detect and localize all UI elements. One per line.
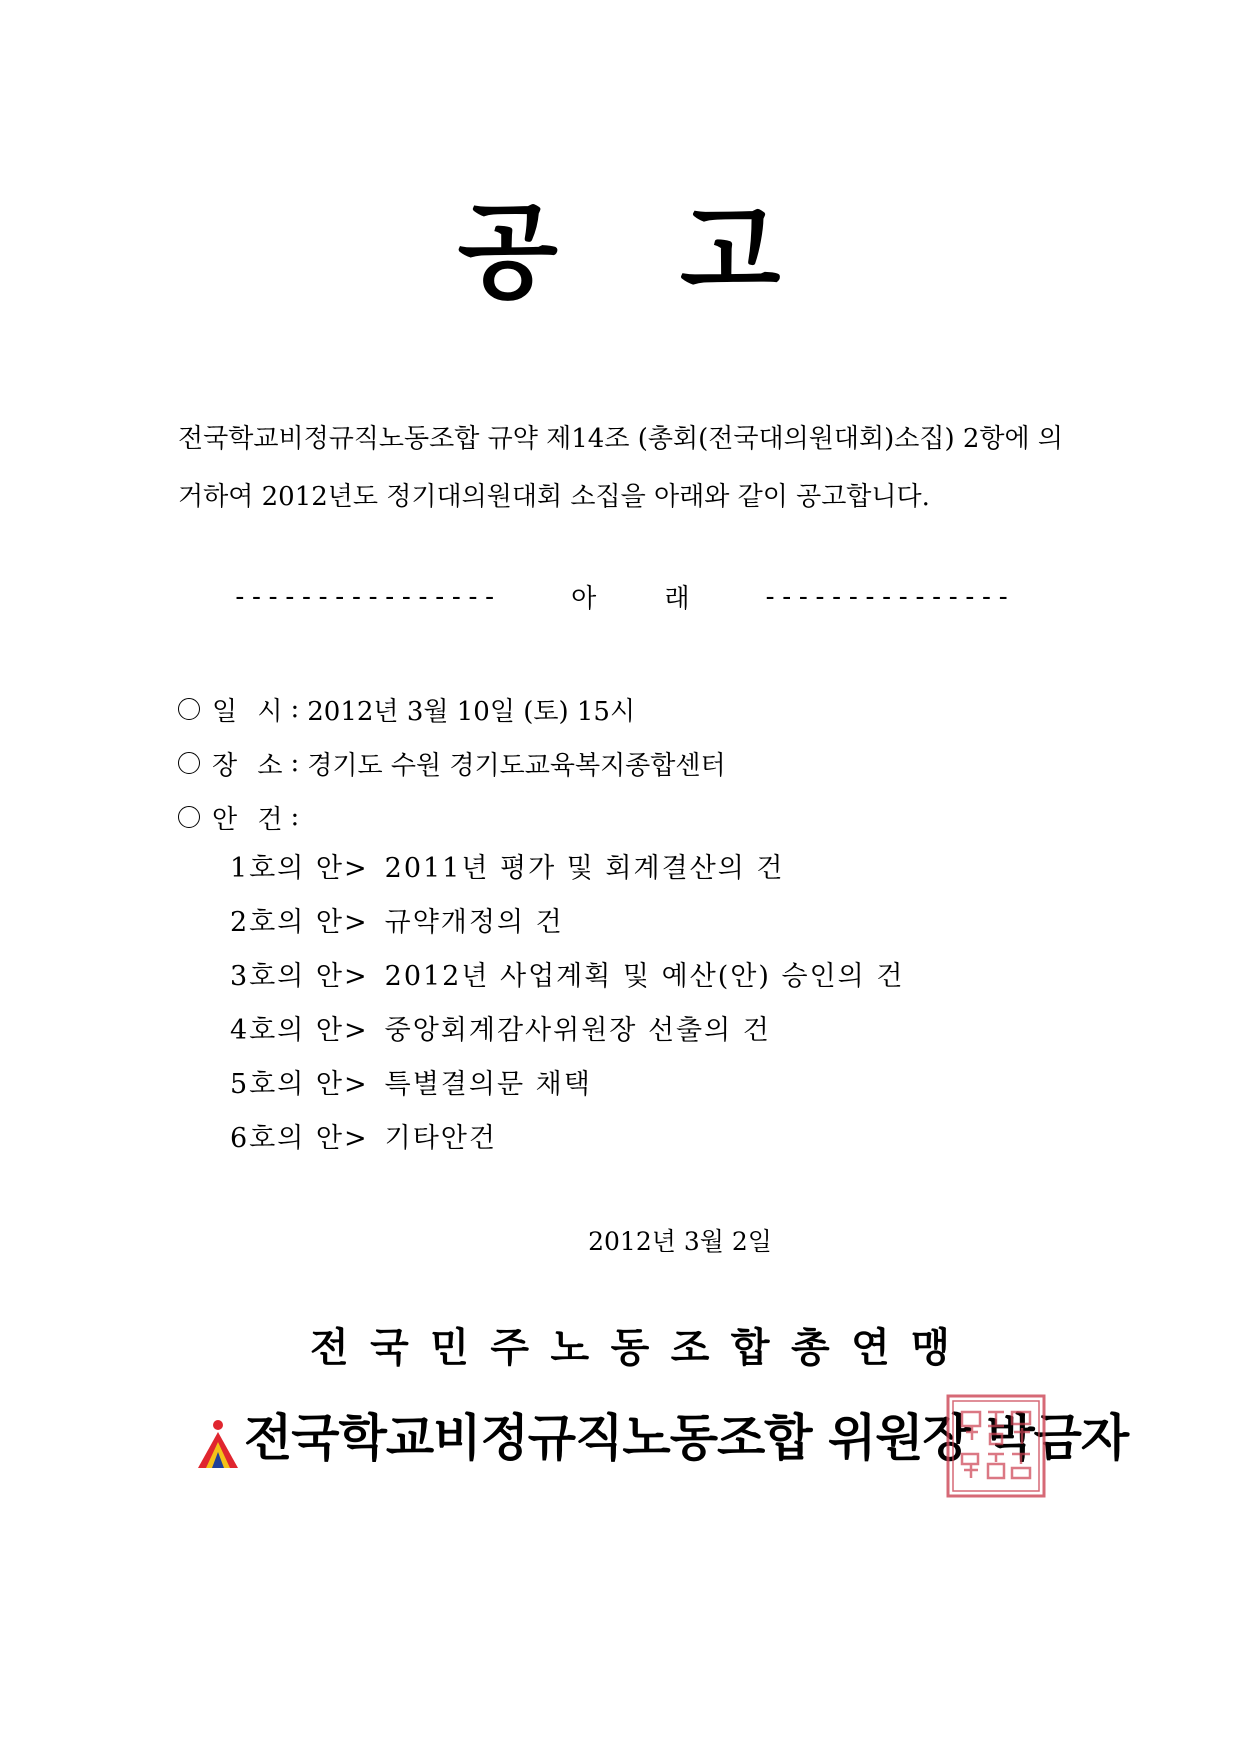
title-second-char: 고	[680, 191, 783, 313]
separator-dashes-right: ---------------	[762, 581, 1012, 612]
detail-value: 2012년 3월 10일 (토) 15시	[307, 696, 636, 727]
agenda-item	[230, 946, 904, 1000]
federation-char: 연	[851, 1325, 890, 1371]
detail-colon: :	[290, 748, 300, 778]
federation-char: 노	[550, 1325, 590, 1371]
circle-bullet-icon	[178, 806, 200, 828]
detail-item-location	[178, 736, 726, 790]
detail-label: 안 건	[212, 804, 289, 835]
title-first-char: 공	[457, 191, 560, 313]
union-logo-icon	[196, 1418, 240, 1470]
notice-date: 2012년 3월 2일	[588, 1227, 772, 1256]
agenda-number: 4호의 안>	[230, 1014, 369, 1046]
detail-value: 경기도 수원 경기도교육복지종합센터	[307, 750, 726, 781]
section-separator	[232, 578, 1012, 615]
intro-line: 거하여 2012년도 정기대의원대회 소집을 아래와 같이 공고합니다.	[178, 482, 930, 512]
intro-line: 전국학교비정규직노동조합 규약 제14조 (총회(전국대의원대회)소집) 2항에 의	[178, 424, 1064, 454]
detail-colon: :	[290, 694, 300, 724]
federation-char: 국	[370, 1325, 409, 1371]
agenda-item	[230, 892, 904, 946]
detail-item-datetime	[178, 682, 726, 736]
detail-colon: :	[290, 802, 300, 832]
agenda-item	[230, 1108, 904, 1162]
agenda-number: 1호의 안>	[230, 852, 369, 884]
federation-char: 합	[730, 1325, 770, 1371]
separator-label: 아 래	[571, 584, 690, 614]
details-list	[178, 682, 726, 844]
agenda-item	[230, 1000, 904, 1054]
detail-label: 일 시	[212, 696, 289, 727]
circle-bullet-icon	[178, 698, 200, 720]
intro-paragraph	[178, 410, 1078, 526]
federation-char: 주	[490, 1325, 530, 1371]
signature-text: 전국학교비정규직노동조합 위원장 박금자	[244, 1409, 1129, 1467]
federation-char: 동	[610, 1325, 650, 1371]
federation-char: 조	[670, 1325, 710, 1371]
detail-item-agenda	[178, 790, 726, 844]
agenda-number: 6호의 안>	[230, 1122, 369, 1154]
agenda-number: 2호의 안>	[230, 906, 369, 938]
federation-name	[310, 1316, 950, 1373]
circle-bullet-icon	[178, 752, 200, 774]
official-seal-icon	[944, 1392, 1048, 1500]
federation-char: 맹	[911, 1325, 950, 1371]
agenda-text: 규약개정의 건	[384, 906, 564, 938]
agenda-list	[230, 838, 904, 1162]
federation-char: 총	[791, 1325, 830, 1371]
agenda-text: 기타안건	[384, 1122, 497, 1154]
detail-label: 장 소	[212, 750, 289, 781]
federation-char: 민	[430, 1325, 469, 1371]
federation-char: 전	[310, 1325, 349, 1371]
agenda-item	[230, 838, 904, 892]
separator-dashes-left: ----------------	[232, 581, 499, 612]
agenda-text: 2012년 사업계획 및 예산(안) 승인의 건	[384, 960, 905, 992]
agenda-text: 2011년 평가 및 회계결산의 건	[384, 852, 785, 884]
agenda-number: 3호의 안>	[230, 960, 369, 992]
page-title	[0, 191, 1240, 313]
agenda-text: 중앙회계감사위원장 선출의 건	[384, 1014, 771, 1046]
agenda-item	[230, 1054, 904, 1108]
agenda-number: 5호의 안>	[230, 1068, 369, 1100]
agenda-text: 특별결의문 채택	[384, 1068, 592, 1100]
